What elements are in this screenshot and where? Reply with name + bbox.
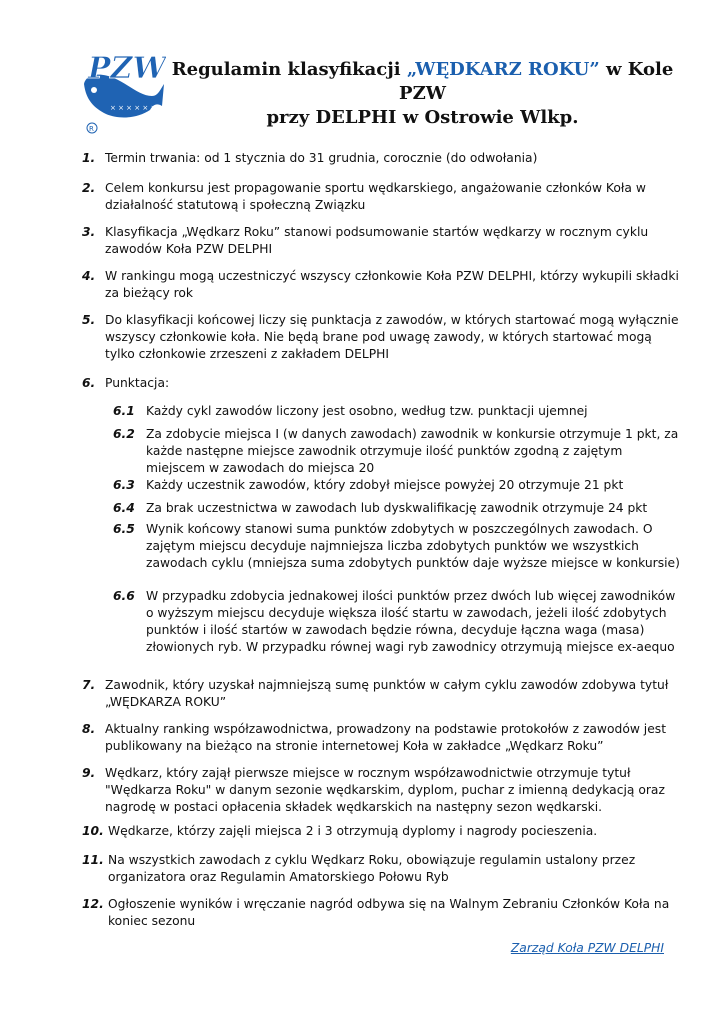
item-number: 8. <box>82 722 96 736</box>
item-text: Punktacja: <box>105 376 170 390</box>
item-text: Termin trwania: od 1 stycznia do 31 grudnia, corocznie (do odwołania) <box>105 151 538 165</box>
title-prefix: Regulamin klasyfikacji <box>171 59 407 80</box>
sub-item <box>113 521 683 572</box>
sub-item-number: 6.6 <box>113 589 135 603</box>
item-text: W rankingu mogą uczestniczyć wszyscy członkowie Koła PZW DELPHI, którzy wykupili składki za bieżący rok <box>105 269 679 300</box>
svg-text:R: R <box>89 125 94 133</box>
item-number: 1. <box>82 151 96 165</box>
signature-link[interactable]: Zarząd Koła PZW DELPHI <box>510 941 664 955</box>
sub-item-text: Za brak uczestnictwa w zawodach lub dyskwalifikację zawodnik otrzymuje 24 pkt <box>146 501 648 515</box>
item-number: 11. <box>82 853 104 867</box>
list-item <box>82 896 682 930</box>
item-number: 10. <box>82 824 104 838</box>
sub-item-text: Za zdobycie miejsca I (w danych zawodach) zawodnik w konkursie otrzymuje 1 pkt, za każde następne miejsce zawodnik otrzymuje ilość punktów zgodną z zajętym miejscem w zawodach do miejsca 20 <box>146 427 679 475</box>
logo-letters: PZW <box>88 51 166 86</box>
sub-item <box>113 403 683 420</box>
list-item <box>82 180 682 214</box>
item-number: 7. <box>82 678 96 692</box>
list-item <box>82 268 682 302</box>
item-number: 9. <box>82 766 96 780</box>
item-text: Ogłoszenie wyników i wręczanie nagród odbywa się na Walnym Zebraniu Członków Koła na koniec sezonu <box>108 897 670 928</box>
sub-item-text: Wynik końcowy stanowi suma punktów zdobytych w poszczególnych zawodach. O zajętym miejscu decyduje najmniejsza liczba zdobytych punktów we wszystkich zawodach cyklu (mniejsza suma zdobytych punktów daje wyższe miejsce w konkursie) <box>146 522 680 570</box>
list-item <box>82 375 682 392</box>
document-title <box>170 58 675 130</box>
item-text: Wędkarze, którzy zajęli miejsca 2 i 3 otrzymują dyplomy i nagrody pocieszenia. <box>108 824 598 838</box>
list-item <box>82 765 682 816</box>
sub-item-number: 6.5 <box>113 522 135 536</box>
pzw-logo-graphic <box>80 44 166 136</box>
item-text: Klasyfikacja „Wędkarz Roku” stanowi podsumowanie startów wędkarzy w rocznym cyklu zawodów Koła PZW DELPHI <box>105 225 649 256</box>
sub-item-text: Każdy cykl zawodów liczony jest osobno, według tzw. punktacji ujemnej <box>146 404 588 418</box>
list-item <box>82 224 682 258</box>
item-text: Wędkarz, który zajął pierwsze miejsce w rocznym współzawodnictwie otrzymuje tytuł "Wędkarza Roku" w danym sezonie wędkarskim, dyplom, puchar z imienną dedykacją oraz nagrodę w postaci opłacenia składek wędkarskich na następny sezon wędkarski. <box>105 766 665 814</box>
list-item <box>82 852 682 886</box>
item-text: Do klasyfikacji końcowej liczy się punktacja z zawodów, w których startować mogą wyłącznie wszyscy członkowie koła. Nie będą brane pod uwagę zawody, w których startować mogą tylko członkowie zrzeszeni z zakładem DELPHI <box>105 313 679 361</box>
pzw-logo <box>80 44 166 136</box>
sub-item <box>113 500 683 517</box>
sub-item-number: 6.1 <box>113 404 135 418</box>
item-number: 2. <box>82 181 96 195</box>
item-number: 6. <box>82 376 96 390</box>
sub-item <box>113 426 683 477</box>
list-item <box>82 677 682 711</box>
item-text: Celem konkursu jest propagowanie sportu wędkarskiego, angażowanie członków Koła w działalność statutową i społeczną Związku <box>105 181 646 212</box>
sub-item-number: 6.2 <box>113 427 135 441</box>
item-text: Zawodnik, który uzyskał najmniejszą sumę punktów w całym cyklu zawodów zdobywa tytuł „WĘDKARZA ROKU” <box>105 678 669 709</box>
item-number: 5. <box>82 313 96 327</box>
sub-item <box>113 477 683 494</box>
sub-item-text: W przypadku zdobycia jednakowej ilości punktów przez dwóch lub więcej zawodników o wyższym miejscu decyduje większa ilość startu w zawodach, jeżeli ilość zdobytych punktów i ilość startów w zawodach będzie równa, decyduje łączna waga (masa) złowionych ryb. W przypadku równej wagi ryb zawodnicy otrzymują miejsce ex-aequo <box>146 589 676 654</box>
sub-item <box>113 588 683 656</box>
title-highlight: „WĘDKARZ ROKU” <box>406 59 600 80</box>
item-number: 4. <box>82 269 96 283</box>
list-item <box>82 823 682 840</box>
list-item <box>82 150 682 167</box>
item-text: Aktualny ranking współzawodnictwa, prowadzony na podstawie protokołów z zawodów jest publikowany na bieżąco na stronie internetowej Koła w zakładce „Wędkarz Roku” <box>105 722 667 753</box>
list-item <box>82 721 682 755</box>
title-suffix: w Kole PZW <box>399 59 674 104</box>
sub-item-number: 6.4 <box>113 501 135 515</box>
item-text: Na wszystkich zawodach z cyklu Wędkarz Roku, obowiązuje regulamin ustalony przez organizatora oraz Regulamin Amatorskiego Połowu Ryb <box>108 853 636 884</box>
sub-item-text: Każdy uczestnik zawodów, który zdobył miejsce powyżej 20 otrzymuje 21 pkt <box>146 478 624 492</box>
title-line-2: przy DELPHI w Ostrowie Wlkp. <box>266 107 579 128</box>
item-number: 12. <box>82 897 104 911</box>
list-item <box>82 312 682 363</box>
svg-text:× × × × × ×: × × × × × × <box>110 104 157 112</box>
item-number: 3. <box>82 225 96 239</box>
sub-item-number: 6.3 <box>113 478 135 492</box>
